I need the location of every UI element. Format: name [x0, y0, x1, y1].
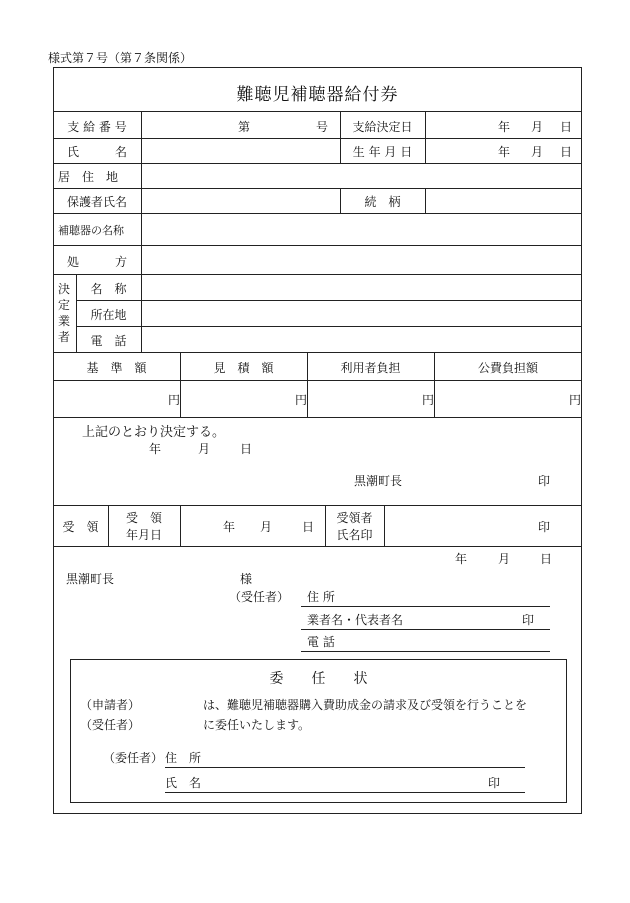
yen-unit: 円 [569, 393, 582, 407]
decision-day: 日 [240, 442, 253, 456]
amount-header-public-share: 公費負担額 [477, 361, 538, 375]
vendor-group-label: 決定業者 [58, 282, 71, 344]
signature-line [165, 767, 525, 768]
amount-header-estimate: 見 積 額 [213, 361, 274, 375]
addressee: 黒潮町長 [66, 572, 115, 586]
divider [141, 111, 142, 352]
agent-label: （受任者） [229, 590, 290, 604]
guardian-label: 保護者氏名 [66, 195, 127, 209]
vendor-name-label: 名 称 [90, 282, 127, 296]
delegator-name-label: 氏 名 [165, 776, 202, 790]
signature-line [301, 606, 550, 607]
decision-date-label: 支給決定日 [352, 120, 413, 134]
recipient-label-1: 受領者 [336, 511, 373, 525]
delegation-title: 委 任 状 [269, 671, 368, 687]
divider [384, 505, 385, 546]
agent-address-label: 住 所 [307, 590, 335, 604]
agent-phone-label: 電 話 [307, 635, 335, 649]
decision-month: 月 [198, 442, 211, 456]
divider [53, 352, 582, 353]
divider [53, 417, 582, 418]
birth-month: 月 [531, 145, 544, 159]
receipt-day: 日 [302, 520, 315, 534]
yen-unit: 円 [168, 393, 181, 407]
birth-day: 日 [560, 145, 573, 159]
divider [76, 326, 582, 327]
receipt-date-label-1: 受 領 [125, 511, 162, 525]
issue-number-suffix: 号 [316, 120, 329, 134]
divider [53, 188, 582, 189]
divider [53, 274, 582, 275]
vendor-location-label: 所在地 [90, 308, 127, 322]
company-label: 業者名・代表者名 [307, 613, 404, 627]
applicant-label: （申請者） [80, 698, 141, 712]
yen-unit: 円 [295, 393, 308, 407]
vendor-phone-label: 電 話 [90, 334, 127, 348]
signature-line [165, 792, 525, 793]
seal-mark: 印 [538, 474, 551, 488]
divider [53, 111, 582, 112]
divider [53, 213, 582, 214]
name-label: 氏 名 [66, 145, 127, 159]
receipt-date-label-2: 年月日 [125, 528, 162, 542]
divider [180, 505, 181, 546]
decision-text: 上記のとおり決定する。 [82, 425, 226, 440]
seal-mark: 印 [522, 613, 535, 627]
decision-month: 月 [531, 120, 544, 134]
yen-unit: 円 [422, 393, 435, 407]
divider [425, 111, 426, 163]
mayor-title: 黒潮町長 [354, 474, 403, 488]
relationship-label: 続 柄 [364, 195, 401, 209]
page-title: 難聴児補聴器給付券 [236, 85, 399, 105]
delegator-address-label: 住 所 [165, 751, 202, 765]
request-day: 日 [540, 552, 553, 566]
prescription-label: 処 方 [66, 255, 127, 269]
recipient-label-2: 氏名印 [336, 528, 373, 542]
amount-header-user-share: 利用者負担 [340, 361, 401, 375]
divider [53, 546, 582, 547]
issue-number-label: 支 給 番 号 [67, 120, 127, 134]
seal-mark: 印 [488, 776, 501, 790]
request-year: 年 [455, 552, 468, 566]
amount-header-standard: 基 準 額 [86, 361, 147, 375]
honorific: 様 [240, 572, 253, 586]
divider [53, 380, 582, 381]
delegation-body-line1: は、難聴児補聴器購入費助成金の請求及び受領を行うことを [203, 698, 528, 712]
divider [76, 300, 582, 301]
divider [53, 163, 582, 164]
delegator-label: （委任者） [103, 751, 164, 765]
delegation-body-line2: に委任いたします。 [203, 718, 311, 732]
receipt-year: 年 [223, 520, 236, 534]
divider [53, 138, 582, 139]
delegation-agent-label: （受任者） [80, 718, 141, 732]
signature-line [301, 651, 550, 652]
signature-line [301, 629, 550, 630]
divider [53, 505, 582, 506]
address-label: 居 住 地 [58, 170, 119, 184]
form-number: 様式第７号（第７条関係） [48, 51, 193, 65]
divider [425, 188, 426, 213]
birth-year: 年 [498, 145, 511, 159]
decision-year: 年 [498, 120, 511, 134]
decision-day: 日 [560, 120, 573, 134]
issue-number-prefix: 第 [238, 120, 251, 134]
divider [53, 245, 582, 246]
device-name-label: 補聴器の名称 [58, 224, 124, 237]
receipt-label: 受 領 [62, 520, 99, 534]
decision-year: 年 [149, 442, 162, 456]
receipt-month: 月 [260, 520, 273, 534]
birthdate-label: 生 年 月 日 [352, 145, 413, 159]
request-month: 月 [498, 552, 511, 566]
seal-mark: 印 [538, 520, 551, 534]
